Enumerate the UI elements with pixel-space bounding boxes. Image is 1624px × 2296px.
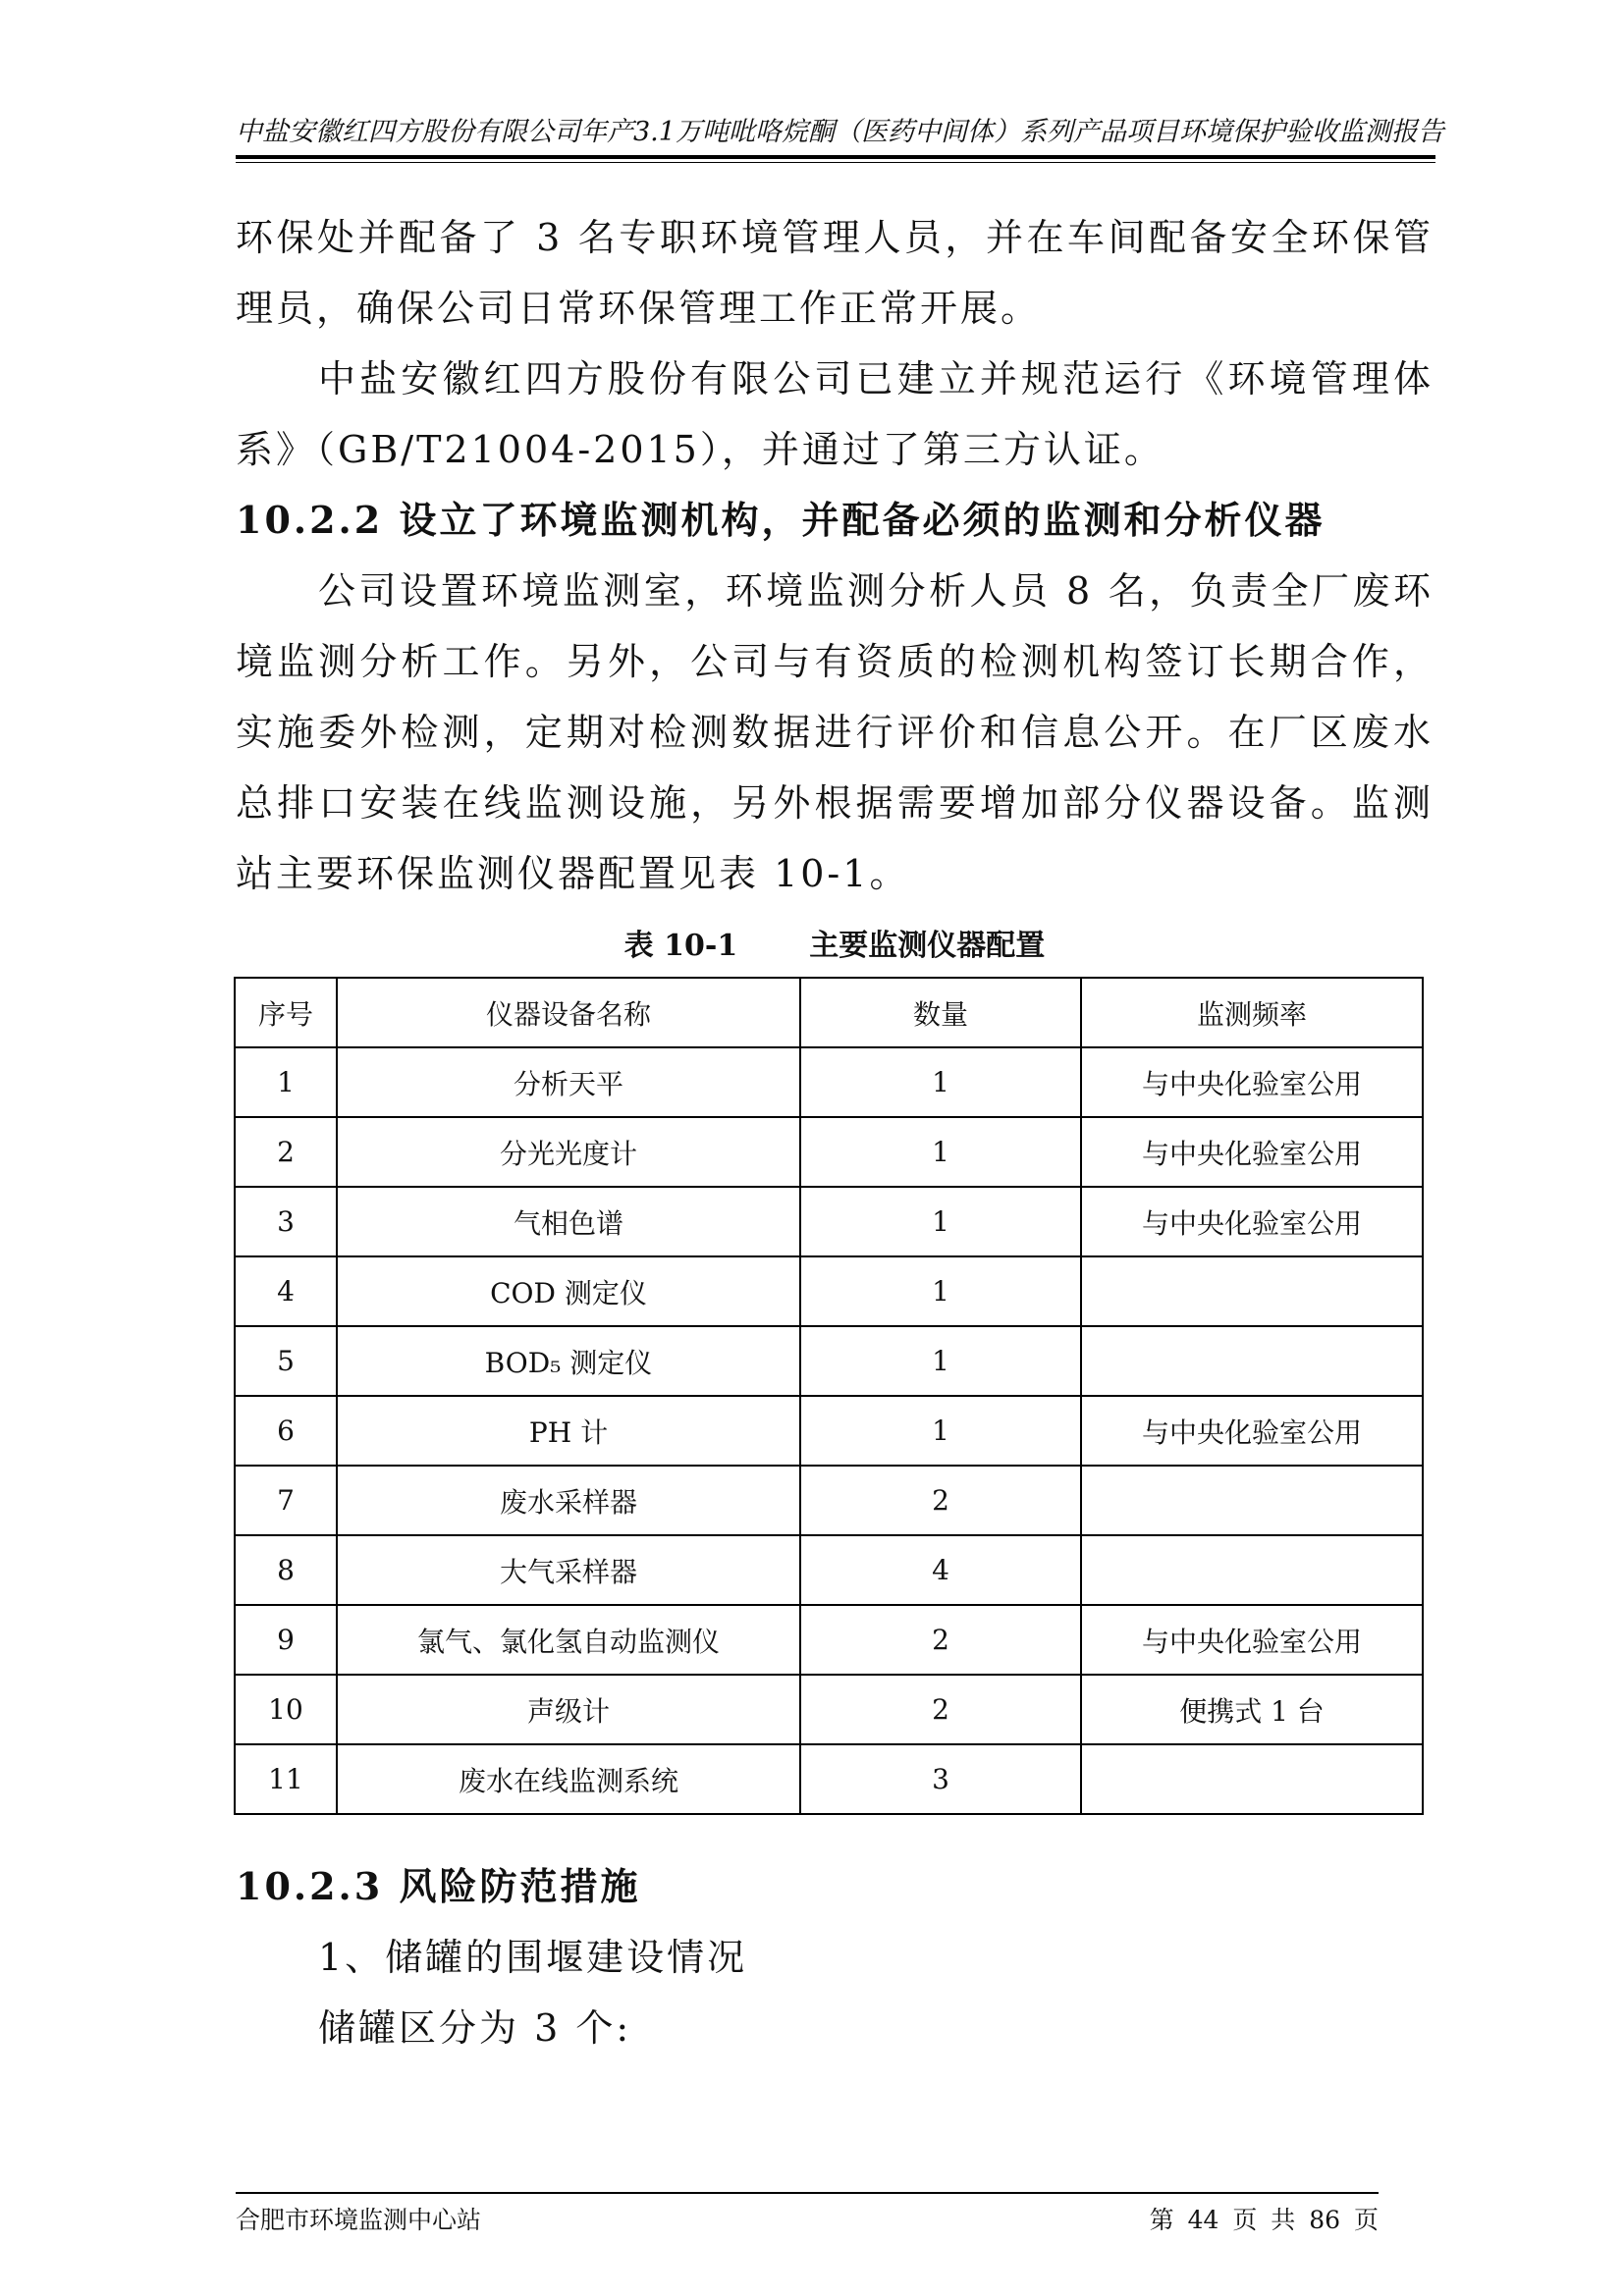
- cell-name: COD 测定仪: [337, 1256, 800, 1326]
- paragraph-tank-bund: 1、储罐的围堰建设情况: [318, 1936, 748, 1979]
- header-cell-index: 序号: [235, 978, 337, 1047]
- cell-name: 大气采样器: [337, 1535, 800, 1605]
- header-divider-thin: [236, 162, 1435, 163]
- cell-frequency: [1081, 1466, 1423, 1535]
- table-row: [235, 1326, 1423, 1396]
- paragraph-tank-areas: 储罐区分为 3 个:: [318, 2006, 632, 2050]
- footer-divider: [236, 2192, 1379, 2194]
- body-text-bottom: [236, 1851, 1434, 2063]
- table-row: [235, 1466, 1423, 1535]
- table-row: [235, 1605, 1423, 1675]
- cell-frequency: 与中央化验室公用: [1081, 1396, 1423, 1466]
- cell-name: 废水采样器: [337, 1466, 800, 1535]
- cell-frequency: [1081, 1535, 1423, 1605]
- section-heading-10-2-2: 10.2.2 设立了环境监测机构，并配备必须的监测和分析仪器: [236, 498, 1326, 542]
- table-row: [235, 1256, 1423, 1326]
- cell-frequency: 便携式 1 台: [1081, 1675, 1423, 1744]
- instrument-table: [234, 977, 1424, 1815]
- cell-index: 10: [235, 1675, 337, 1744]
- table-row: [235, 1675, 1423, 1744]
- cell-index: 9: [235, 1605, 337, 1675]
- table-row: [235, 1535, 1423, 1605]
- cell-name: 分析天平: [337, 1047, 800, 1117]
- cell-quantity: 2: [800, 1675, 1081, 1744]
- table-header-row: [235, 978, 1423, 1047]
- cell-quantity: 4: [800, 1535, 1081, 1605]
- cell-frequency: 与中央化验室公用: [1081, 1187, 1423, 1256]
- cell-index: 2: [235, 1117, 337, 1187]
- table-row: [235, 1744, 1423, 1814]
- footer-organization: 合肥市环境监测中心站: [236, 2206, 482, 2234]
- cell-quantity: 1: [800, 1047, 1081, 1117]
- footer-page-number: 第 44 页 共 86 页: [1149, 2206, 1379, 2234]
- table-caption: 表 10-1 主要监测仪器配置: [623, 929, 1046, 963]
- header-divider: [236, 155, 1435, 159]
- paragraph-env-system: 中盐安徽红四方股份有限公司已建立并规范运行《环境管理体系》（GB/T21004-2015），并通过了第三方认证。: [236, 357, 1434, 471]
- cell-frequency: [1081, 1326, 1423, 1396]
- table-row: [235, 1187, 1423, 1256]
- cell-index: 7: [235, 1466, 337, 1535]
- cell-name: 气相色谱: [337, 1187, 800, 1256]
- cell-frequency: 与中央化验室公用: [1081, 1117, 1423, 1187]
- cell-index: 8: [235, 1535, 337, 1605]
- table-row: [235, 1396, 1423, 1466]
- cell-frequency: [1081, 1744, 1423, 1814]
- cell-index: 11: [235, 1744, 337, 1814]
- cell-name: 声级计: [337, 1675, 800, 1744]
- section-heading-10-2-3: 10.2.3 风险防范措施: [236, 1864, 641, 1908]
- cell-quantity: 1: [800, 1326, 1081, 1396]
- cell-frequency: 与中央化验室公用: [1081, 1047, 1423, 1117]
- page-header-title: 中盐安徽红四方股份有限公司年产3.1万吨吡咯烷酮（医药中间体）系列产品项目环境保护验收监测报告: [236, 117, 1444, 147]
- cell-quantity: 1: [800, 1187, 1081, 1256]
- cell-index: 5: [235, 1326, 337, 1396]
- cell-index: 3: [235, 1187, 337, 1256]
- header-cell-name: 仪器设备名称: [337, 978, 800, 1047]
- cell-name: 废水在线监测系统: [337, 1744, 800, 1814]
- cell-frequency: 与中央化验室公用: [1081, 1605, 1423, 1675]
- paragraph-monitoring-room: 公司设置环境监测室，环境监测分析人员 8 名，负责全厂废环境监测分析工作。另外，公司与有资质的检测机构签订长期合作，实施委外检测，定期对检测数据进行评价和信息公开。在厂区废水总排口安装在线监测设施，另外根据需要增加部分仪器设备。监测站主要环保监测仪器配置见表 10-1。: [236, 569, 1434, 895]
- body-text-top: [236, 202, 1434, 909]
- cell-quantity: 1: [800, 1117, 1081, 1187]
- cell-name: 氯气、氯化氢自动监测仪: [337, 1605, 800, 1675]
- cell-quantity: 2: [800, 1605, 1081, 1675]
- cell-quantity: 3: [800, 1744, 1081, 1814]
- cell-name: PH 计: [337, 1396, 800, 1466]
- cell-index: 6: [235, 1396, 337, 1466]
- cell-name: BOD₅ 测定仪: [337, 1326, 800, 1396]
- cell-index: 1: [235, 1047, 337, 1117]
- cell-name: 分光光度计: [337, 1117, 800, 1187]
- header-cell-frequency: 监测频率: [1081, 978, 1423, 1047]
- table-row: [235, 1117, 1423, 1187]
- header-cell-quantity: 数量: [800, 978, 1081, 1047]
- cell-index: 4: [235, 1256, 337, 1326]
- cell-quantity: 1: [800, 1396, 1081, 1466]
- cell-frequency: [1081, 1256, 1423, 1326]
- paragraph-env-staff: 环保处并配备了 3 名专职环境管理人员，并在车间配备安全环保管理员，确保公司日常环保管理工作正常开展。: [236, 216, 1434, 330]
- cell-quantity: 2: [800, 1466, 1081, 1535]
- table-row: [235, 1047, 1423, 1117]
- cell-quantity: 1: [800, 1256, 1081, 1326]
